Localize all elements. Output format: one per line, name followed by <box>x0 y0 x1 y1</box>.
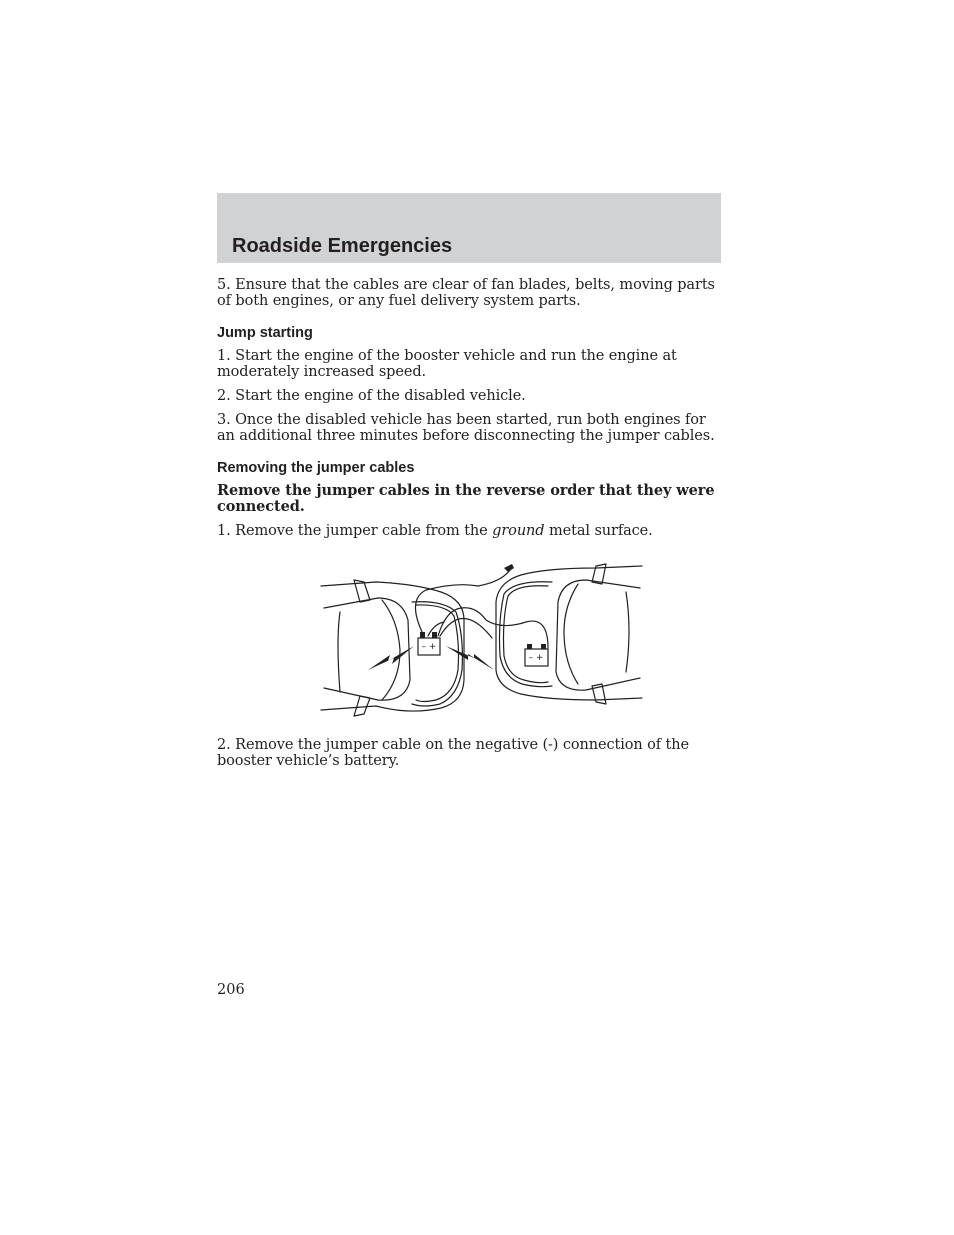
page-number: 206 <box>217 982 245 998</box>
removing-cables-heading: Removing the jumper cables <box>217 460 415 476</box>
jump-step-1: 1. Start the engine of the booster vehicle and run the engine at moderately increased speed. <box>217 348 677 380</box>
removal-step-1-prefix: 1. Remove the jumper cable from the <box>217 523 493 539</box>
two-cars-jumper-cables-diagram <box>316 560 646 720</box>
battery-terminals-left: – + <box>421 642 437 652</box>
battery-disabled-vehicle-icon <box>418 632 440 655</box>
ground-clamp-icon <box>504 564 514 572</box>
disabled-vehicle <box>321 580 464 716</box>
spark-warning-icon-left <box>368 646 414 670</box>
removal-step-1-suffix: metal surface. <box>544 523 653 539</box>
removal-step-2: 2. Remove the jumper cable on the negative (-) connection of the booster vehicle’s battery. <box>217 737 689 769</box>
removal-warning: Remove the jumper cables in the reverse order that they were connected. <box>217 482 715 515</box>
battery-booster-vehicle-icon <box>525 644 548 666</box>
spark-warning-icon-right <box>446 646 494 670</box>
step-5-paragraph: 5. Ensure that the cables are clear of fan blades, belts, moving parts of both engines, or any fuel delivery system parts. <box>217 277 715 309</box>
jump-step-2: 2. Start the engine of the disabled vehicle. <box>217 388 526 404</box>
header-band <box>217 193 721 263</box>
main-content <box>217 277 721 547</box>
jump-step-3: 3. Once the disabled vehicle has been started, run both engines for an additional three minutes before disconnecting the jumper cables. <box>217 412 715 444</box>
jump-starting-heading: Jump starting <box>217 325 313 341</box>
page-title: Roadside Emergencies <box>232 235 453 257</box>
jump-start-illustration <box>316 560 646 720</box>
post-figure-content <box>217 737 721 777</box>
battery-terminals-right: – + <box>528 653 544 663</box>
booster-vehicle <box>496 564 642 704</box>
ground-emphasis: ground <box>492 523 545 539</box>
removal-step-1 <box>217 523 721 539</box>
